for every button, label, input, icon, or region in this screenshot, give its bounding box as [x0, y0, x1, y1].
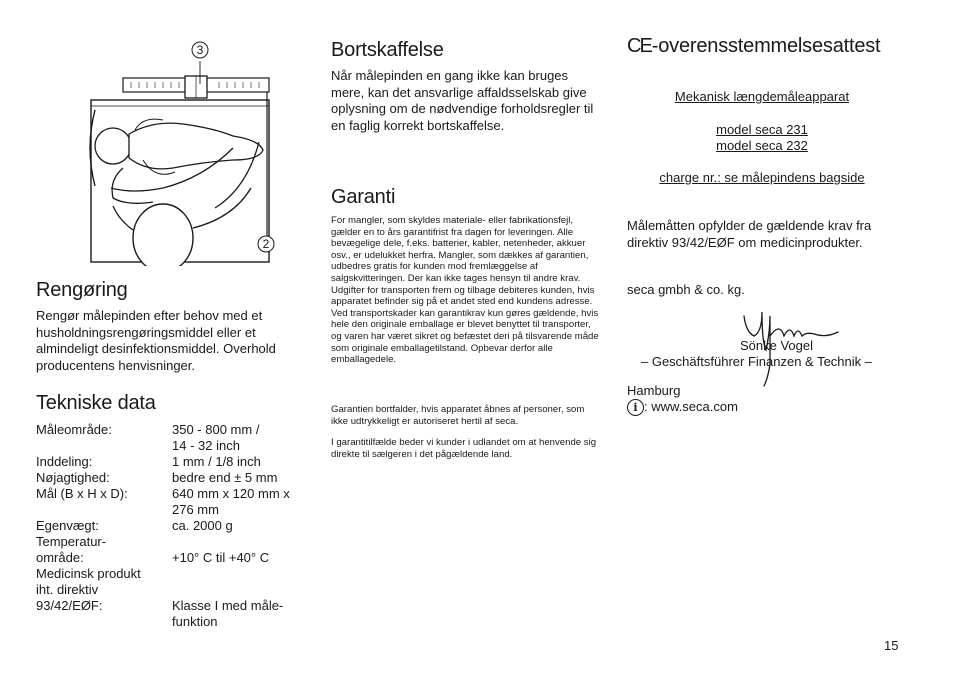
spec-label: Nøjagtighed:: [36, 470, 110, 485]
spec-value: 350 - 800 mm / 14 - 32 inch: [172, 422, 260, 453]
conformity-heading-text: -overensstemmelsesattest: [651, 35, 881, 57]
spec-label: Medicinsk produkt iht. direktiv 93/42/EØF:: [36, 566, 141, 613]
conformity-statement: Målemåtten opfylder de gældende krav fra direktiv 93/42/EØF om medicinprodukter.: [627, 218, 872, 250]
signer-name: Sönke Vogel: [739, 338, 813, 353]
model-232: model seca 232: [716, 138, 808, 153]
device-name: Mekanisk længdemåleapparat: [674, 89, 850, 104]
callout-2-label: 2: [262, 237, 270, 251]
warranty-paragraph-1: For mangler, som skyldes materiale- eller fabrikationsfejl, gælder en to års garantifrist fra dagen for leveringen. Alle bevægelige dele, f.eks. batterier, kabler, netenheder, akkuer osv., er udelukket herfra. Mangler, som dækkes af garantien, udbedres gratis for kunden mod fremlæggelse af salgskvitteringen. Der kan ikke tages hensyn til andre krav. Udgifter for transporten frem og tilbage debiteres kunden, hvis apparatet befinder sig på et andet sted end kundens adresse. Ved transportskader kan garantikrav kun gøres gældende, hvis hele den originale emballage er blevet benyttet til transporter, og varen har været sikret og befæstet deri på tilsvarende måde som originale emballagetilstand. Opbevar derfor alle emballagedele.: [331, 215, 599, 366]
disposal-heading: Bortskaffelse: [331, 39, 444, 61]
measuring-board-illustration: [83, 38, 283, 266]
website-line: [627, 399, 897, 416]
spec-label: Egenvægt:: [36, 518, 99, 533]
spec-label: Inddeling:: [36, 454, 93, 469]
spec-label: Mål (B x H x D):: [36, 486, 128, 501]
charge-number: charge nr.: se målepindens bagside: [659, 170, 865, 185]
spec-label: Temperatur- område:: [36, 534, 107, 565]
specs-heading: Tekniske data: [36, 392, 156, 414]
page-number: 15: [884, 638, 899, 653]
cleaning-body: Rengør målepinden efter behov med et husholdningsrengøringsmiddel eller et almindeligt desinfektionsmiddel. Overhold producentens henvisninger.: [36, 308, 276, 373]
info-icon: i: [627, 399, 644, 416]
spec-value: 1 mm / 1/8 inch: [172, 454, 261, 469]
warranty-heading: Garanti: [331, 186, 396, 208]
spec-value: ca. 2000 g: [172, 518, 233, 533]
spec-value: +10° C til +40° C: [172, 550, 270, 565]
disposal-body: Når målepinden en gang ikke kan bruges mere, kan det ansvarlige affaldsselskab give oplysning om de nødvendige forholdsregler til en faglig korrekt bortskaffelse.: [331, 68, 594, 133]
city: Hamburg: [627, 383, 681, 398]
spec-value: 640 mm x 120 mm x 276 mm: [172, 486, 290, 517]
website: : www.seca.com: [644, 399, 738, 414]
company-name: seca gmbh & co. kg.: [627, 282, 745, 297]
warranty-paragraph-3: I garantitilfælde beder vi kunder i udlandet om at henvende sig direkte til sælgeren i det pågældende land.: [331, 437, 597, 460]
handwritten-signature: [740, 302, 850, 388]
signer-title: – Geschäftsführer Finanzen & Technik –: [641, 354, 872, 369]
conformity-heading: [627, 35, 880, 58]
cleaning-heading: Rengøring: [36, 279, 128, 301]
spec-value: bedre end ± 5 mm: [172, 470, 278, 485]
model-231: model seca 231: [716, 122, 808, 137]
warranty-paragraph-2: Garantien bortfalder, hvis apparatet åbnes af personer, som ikke udtrykkeligt er autoriseret hertil af seca.: [331, 404, 585, 427]
spec-value: Klasse I med måle- funktion: [172, 598, 284, 629]
spec-label: Måleområde:: [36, 422, 112, 437]
ce-mark-icon: CE: [627, 35, 651, 57]
callout-3-label: 3: [196, 43, 204, 57]
